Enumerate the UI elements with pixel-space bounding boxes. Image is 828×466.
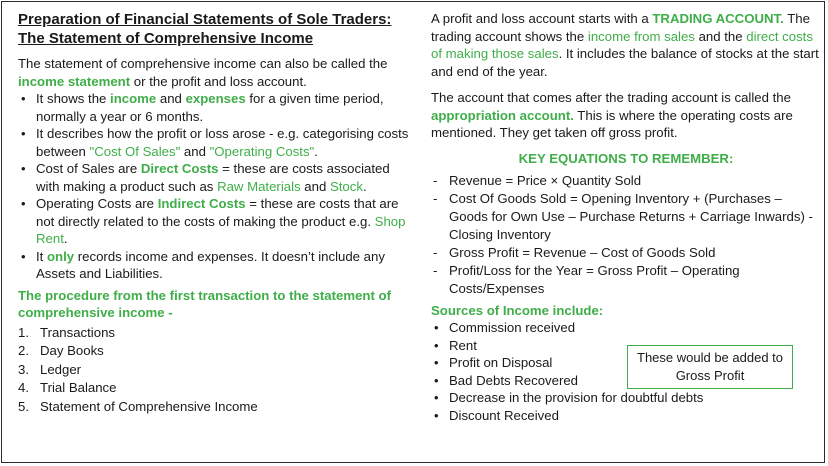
intro-paragraph: The statement of comprehensive income can also be called the income statement or the profit and loss account. [18,56,388,89]
trading-account-paragraph: A profit and loss account starts with a TRADING ACCOUNT. The trading account shows the income from sales and the direct costs of making those sales. It includes the balance of stocks at the start and end of the year. [431,11,819,79]
title-line-1: Preparation of Financial Statements of Sole Traders: [18,11,392,28]
gross-profit-note: These would be added to Gross Profit [637,350,783,383]
appropriation-account-term: appropriation account. [431,107,574,123]
income-source-item: • Profit on Disposal [431,354,821,372]
key-equations-heading: KEY EQUATIONS TO REMEMBER: [518,150,734,166]
income-source-item: • Rent [431,337,821,355]
key-equations-list [431,172,821,298]
income-sources-heading: Sources of Income include: [431,302,604,318]
procedure-steps [18,324,416,417]
step-item: 5. Statement of Comprehensive Income [18,398,258,414]
income-source-item: • Commission received [431,319,821,337]
page-title [18,10,416,48]
step-item: 4. Trial Balance [18,380,117,395]
left-column [18,10,416,416]
income-statement-bullets [18,90,416,283]
bullet-item: • It shows the income and expenses for a given time period, normally a year or 6 months. [18,90,416,125]
income-source-item: • Decrease in the provision for doubtful debts [431,389,821,407]
equation-item: - Profit/Loss for the Year = Gross Profit – Operating Costs/Expenses [431,262,821,298]
equation-item: - Gross Profit = Revenue – Cost of Goods Sold [431,244,821,262]
bullet-item: • Operating Costs are Indirect Costs = these are costs that are not directly related to the costs of making the product e.g. Shop Rent. [18,195,416,248]
trading-account-term: TRADING ACCOUNT. [652,11,784,26]
equation-item: - Revenue = Price × Quantity Sold [431,172,821,190]
income-statement-term: income statement [18,73,131,89]
title-line-2: The Statement of Comprehensive Income [18,30,314,47]
procedure-heading: The procedure from the first transaction to the statement of comprehensive income - [18,287,391,320]
gross-profit-note-box [627,345,793,389]
income-source-item: • Bad Debts Recovered [431,372,821,390]
income-source-item: • Discount Received [431,407,821,425]
step-item: 1. Transactions [18,324,116,340]
step-item: 3. Ledger [18,361,82,377]
equation-item: - Cost Of Goods Sold = Opening Inventory + (Purchases – Goods for Own Use – Purchase Returns + Carriage Inwards) - Closing Inventory [431,190,821,244]
bullet-item: • It only records income and expenses. It doesn’t include any Assets and Liabilities. [18,248,416,283]
bullet-item: • Cost of Sales are Direct Costs = these are costs associated with making a product such as Raw Materials and Stock. [18,160,416,195]
appropriation-account-paragraph: The account that comes after the trading account is called the appropriation account. This is where the operating costs are mentioned. They get taken off gross profit. [431,90,793,140]
bullet-item: • It describes how the profit or loss arose - e.g. categorising costs between "Cost Of Sales" and "Operating Costs". [18,125,416,160]
step-item: 2. Day Books [18,343,104,358]
